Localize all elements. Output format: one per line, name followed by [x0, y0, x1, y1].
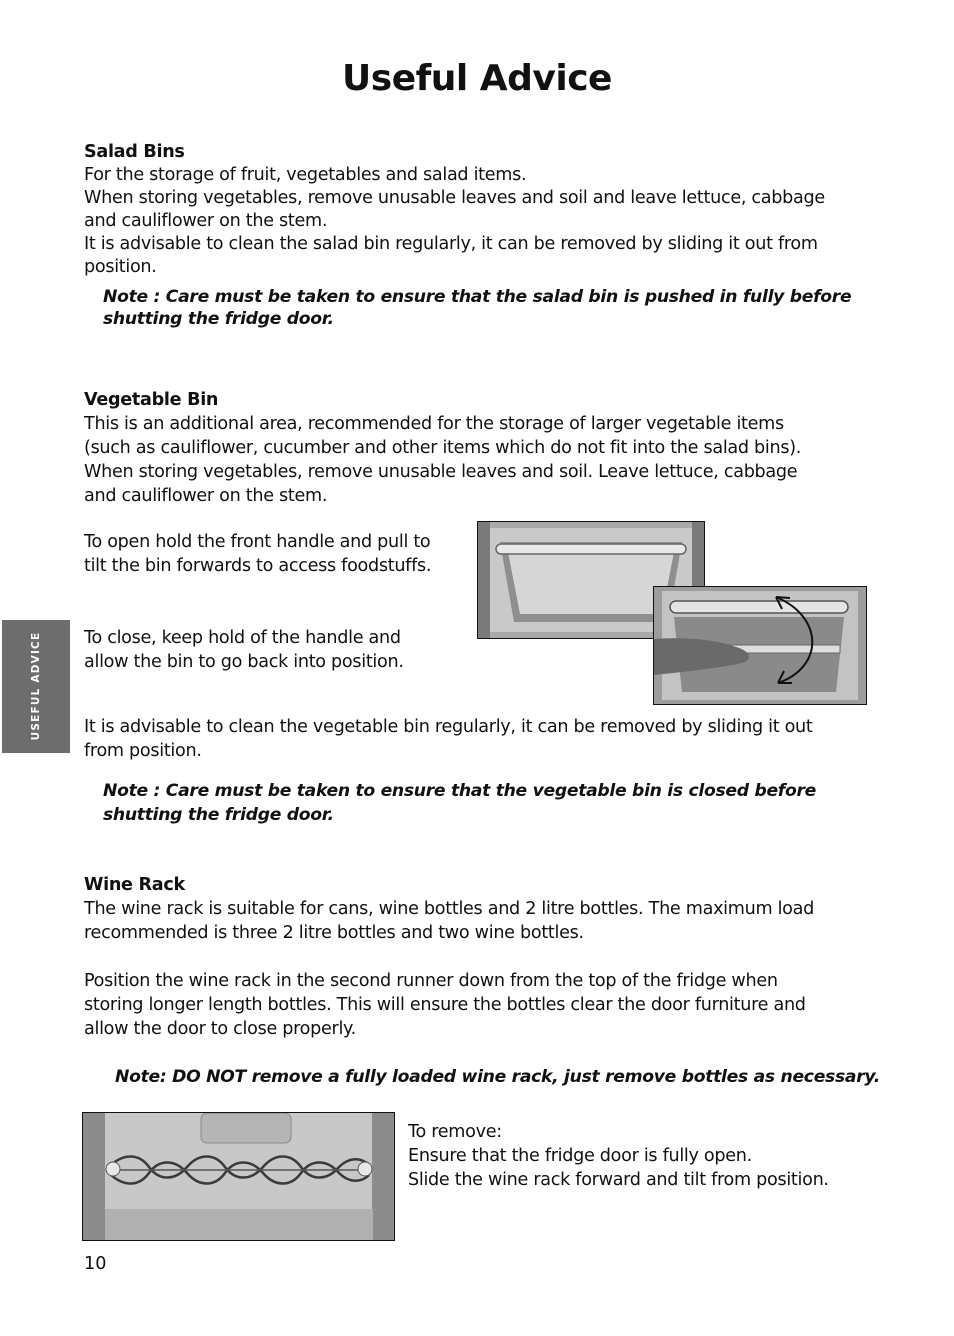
clean-line: It is advisable to clean the vegetable bin regularly, it can be removed by sliding it out: [84, 717, 813, 737]
wine-line: storing longer length bottles. This will ensure the bottles clear the door furniture and: [84, 995, 806, 1015]
wine-note: Note: DO NOT remove a fully loaded wine rack, just remove bottles as necessary.: [115, 1067, 880, 1087]
close-line: To close, keep hold of the handle and: [84, 628, 401, 648]
wine-position-paragraph: [84, 969, 806, 1041]
salad-bins-heading: Salad Bins: [84, 142, 185, 162]
wine-remove-instructions: [408, 1120, 829, 1192]
page-number: 10: [84, 1254, 107, 1274]
vegetable-line: When storing vegetables, remove unusable leaves and soil. Leave lettuce, cabbage: [84, 462, 798, 482]
vegetable-note-line: shutting the fridge door.: [103, 805, 334, 825]
salad-line: position.: [84, 257, 157, 277]
side-tab: [2, 620, 70, 753]
wine-rack-section: [84, 873, 814, 945]
wine-line: allow the door to close properly.: [84, 1019, 356, 1039]
wine-line: recommended is three 2 litre bottles and two wine bottles.: [84, 923, 584, 943]
clean-line: from position.: [84, 741, 202, 761]
salad-line: and cauliflower on the stem.: [84, 211, 328, 231]
close-line: allow the bin to go back into position.: [84, 652, 404, 672]
wine-line: Position the wine rack in the second runner down from the top of the fridge when: [84, 971, 778, 991]
vegetable-close-instructions: [84, 626, 404, 674]
salad-line: When storing vegetables, remove unusable leaves and soil and leave lettuce, cabbage: [84, 188, 825, 208]
salad-bins-section: [84, 141, 825, 279]
vegetable-line: This is an additional area, recommended for the storage of larger vegetable items: [84, 414, 784, 434]
open-line: tilt the bin forwards to access foodstuffs.: [84, 556, 432, 576]
wine-rack-photo: [82, 1112, 395, 1241]
vegetable-line: and cauliflower on the stem.: [84, 486, 328, 506]
vegetable-note: [103, 779, 816, 827]
salad-note: [103, 286, 851, 330]
vegetable-note-line: Note : Care must be taken to ensure that the vegetable bin is closed before: [103, 781, 817, 801]
salad-note-line: shutting the fridge door.: [103, 309, 334, 329]
vegetable-clean-instructions: [84, 715, 813, 763]
salad-note-line: Note : Care must be taken to ensure that the salad bin is pushed in fully before: [103, 287, 852, 307]
vegetable-open-instructions: [84, 530, 431, 578]
open-line: To open hold the front handle and pull to: [84, 532, 431, 552]
vegetable-line: (such as cauliflower, cucumber and other items which do not fit into the salad bins).: [84, 438, 802, 458]
vegetable-bin-photo-closing: [653, 586, 867, 705]
salad-line: It is advisable to clean the salad bin regularly, it can be removed by sliding it out from: [84, 234, 818, 254]
vegetable-bin-heading: Vegetable Bin: [84, 390, 219, 410]
vegetable-bin-section: [84, 388, 801, 508]
remove-line: Slide the wine rack forward and tilt from position.: [408, 1170, 829, 1190]
wine-line: The wine rack is suitable for cans, wine bottles and 2 litre bottles. The maximum load: [84, 899, 814, 919]
page-title: Useful Advice: [342, 58, 612, 99]
remove-line: To remove:: [408, 1122, 502, 1142]
salad-line: For the storage of fruit, vegetables and salad items.: [84, 165, 527, 185]
side-tab-label: USEFUL ADVICE: [30, 631, 42, 741]
remove-line: Ensure that the fridge door is fully open.: [408, 1146, 752, 1166]
wine-rack-heading: Wine Rack: [84, 875, 185, 895]
